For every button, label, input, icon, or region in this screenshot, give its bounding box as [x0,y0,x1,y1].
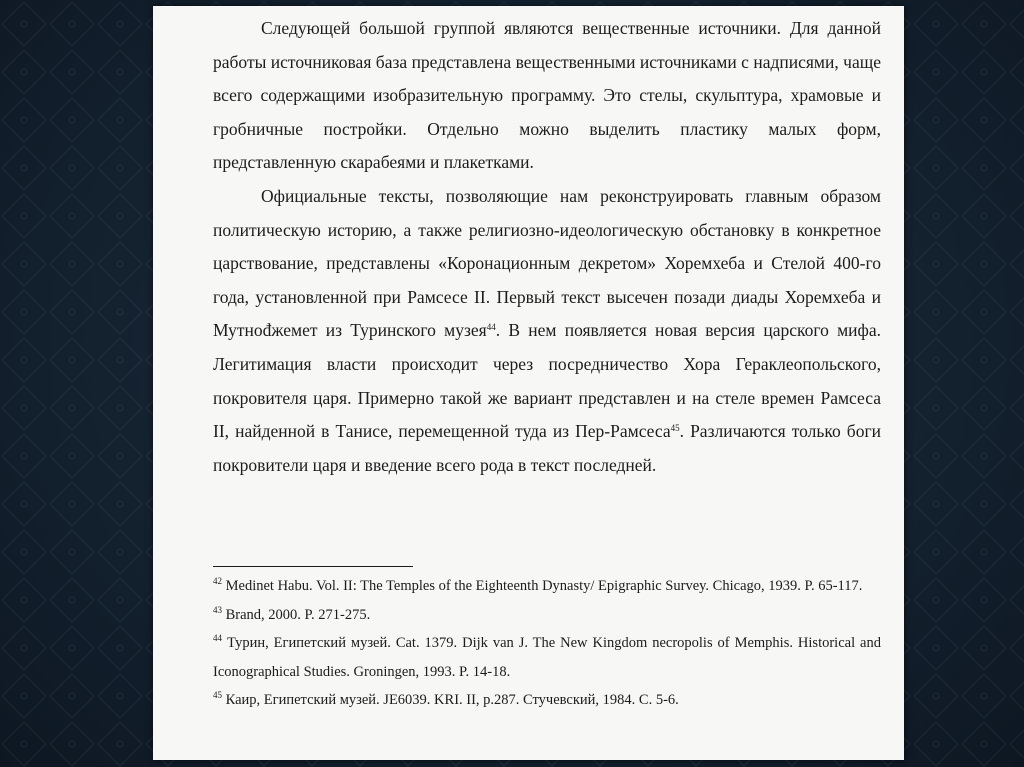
footnote-text: Турин, Египетский музей. Cat. 1379. Dijk van J. The New Kingdom necropolis of Memphis. Historical and Iconographical Studies. Groningen, 1993. P. 14-18. [213,635,881,680]
footnote [213,629,881,686]
footnote [213,601,881,630]
footnote-reference: 44 [486,322,496,333]
footnote-number: 45 [213,690,222,700]
paragraph-text: . В нем появляется новая версия царского мифа. Легитимация власти происходит через посредничество Хора Гераклеопольского, покровителя царя. Примерно такой же вариант представлен и на стеле времен Рамсеса II, найденной в Танисе, перемещенной туда из Пер-Рамсеса [213,320,881,442]
footnote-reference: 45 [670,423,680,434]
document-page [153,6,904,760]
footnote [213,686,881,715]
paragraph-text: Следующей большой группой являются вещественные источники. Для данной работы источниковая база представлена вещественными источниками с надписями, чаще всего содержащими изобразительную программу. Это стелы, скульптура, храмовые и гробничные постройки. Отдельно можно выделить пластику малых форм, представленную скарабеями и плакетками. [213,18,881,173]
footnote-number: 42 [213,576,222,586]
footnote-text: Каир, Египетский музей. JE6039. KRI. II, p.287. Стучевский, 1984. С. 5-6. [222,692,679,708]
paragraph [213,180,881,482]
footnotes [213,572,881,715]
footnote-number: 44 [213,633,222,643]
paragraph [213,12,881,180]
paragraph-text: Официальные тексты, позволяющие нам реконструировать главным образом политическую историю, а также религиозно-идеологическую обстановку в конкретное царствование, представлены «Коронационным декретом» Хоремхеба и Стелой 400-го года, установленной при Рамсесе II. Первый текст высечен позади диады Хоремхеба и Мутнođжемет из Туринского музея [213,185,881,341]
footnote-text: Brand, 2000. P. 271-275. [222,606,371,623]
footnote-text: Medinet Habu. Vol. II: The Temples of the Eighteenth Dynasty/ Epigraphic Survey. Chicago, 1939. P. 65-117. [222,578,863,594]
paragraph-text: . Различаются только боги покровители царя и введение всего рода в текст последней. [213,421,881,475]
footnote-number: 43 [213,604,222,615]
footnote [213,572,881,601]
document-body [213,12,881,482]
footnote-separator [213,566,413,567]
